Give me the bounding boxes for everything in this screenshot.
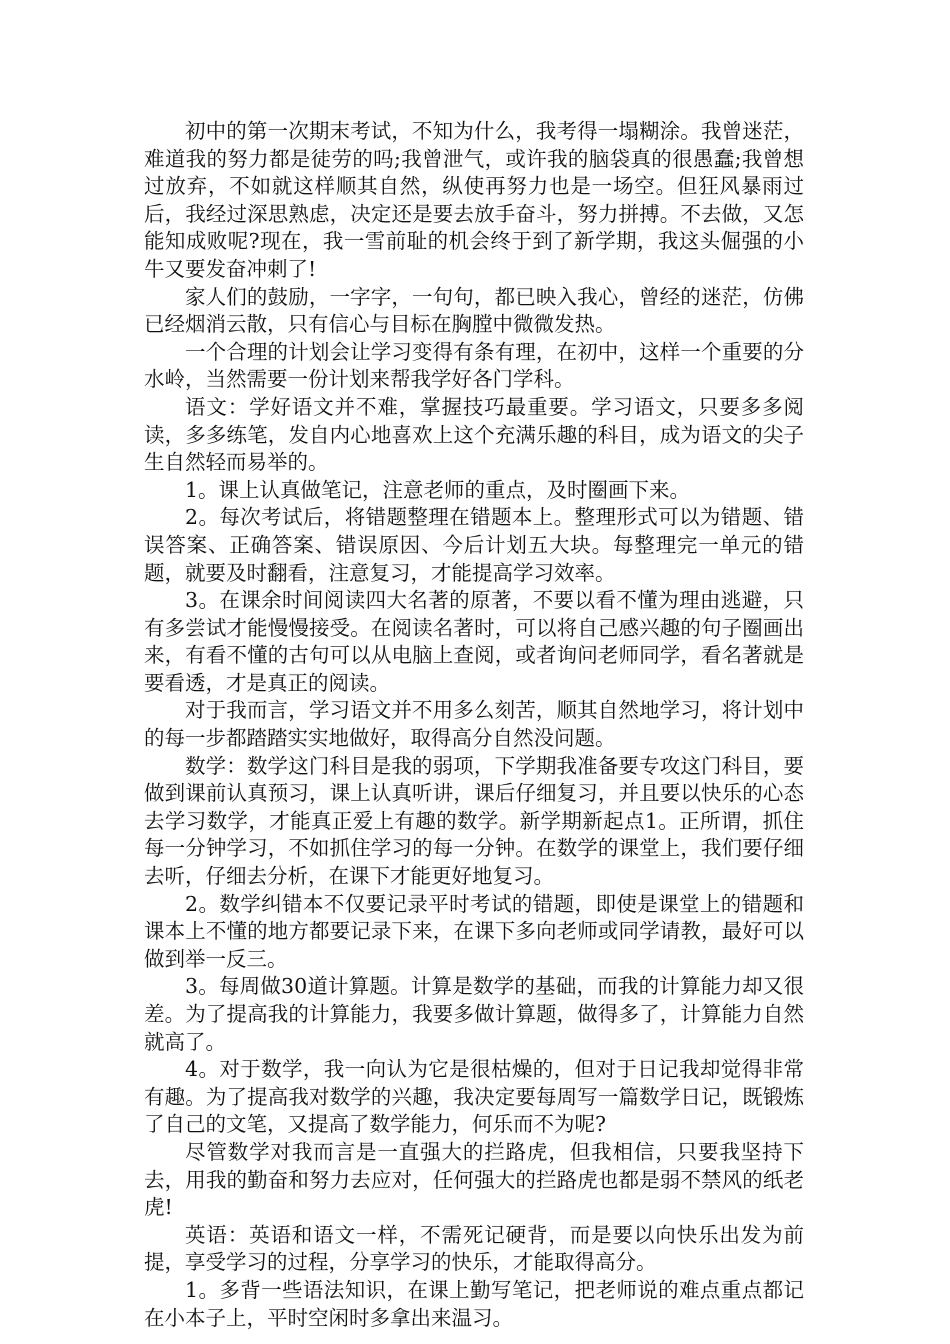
paragraph-intro: 初中的第一次期末考试，不知为什么，我考得一塌糊涂。我曾迷茫，难道我的努力都是徒劳的吗;我曾泄气，或许我的脑袋真的很愚蠢;我曾想过放弃，不如就这样顺其自然，纵使再努力也是一场空。但狂风暴雨过后，我经过深思熟虑，决定还是要去放手奋斗，努力拼搏。不去做，又怎能知成败呢?现在，我一雪前耻的机会终于到了新学期，我这头倔强的小牛又要发奋冲刺了!: [144, 119, 804, 281]
paragraph-math-item-2: 2。数学纠错本不仅要记录平时考试的错题，即使是课堂上的错题和课本上不懂的地方都要记录下来，在课下多向老师或同学请教，最好可以做到举一反三。: [144, 891, 804, 971]
paragraph-chinese-item-3: 3。在课余时间阅读四大名著的原著，不要以看不懂为理由逃避，只有多尝试才能慢慢接受。在阅读名著时，可以将自己感兴趣的句子圈画出来，有看不懂的古句可以从电脑上查阅，或者询问老师同学，看名著就是要看透，才是真正的阅读。: [144, 588, 804, 695]
paragraph-english-item-1: 1。多背一些语法知识，在课上勤写笔记，把老师说的难点重点都记在小本子上，平时空闲时多拿出来温习。: [144, 1277, 804, 1330]
paragraph-chinese-item-2: 2。每次考试后，将错题整理在错题本上。整理形式可以为错题、错误答案、正确答案、错误原因、今后计划五大块。每整理完一单元的错题，就要及时翻看，注意复习，才能提高学习效率。: [144, 505, 804, 585]
document-body: [144, 118, 804, 1332]
paragraph-chinese-item-1: 1。课上认真做笔记，注意老师的重点，及时圈画下来。: [185, 477, 691, 502]
paragraph-chinese-subject: 语文：学好语文并不难，掌握技巧最重要。学习语文，只要多多阅读，多多练笔，发自内心地喜欢上这个充满乐趣的科目，成为语文的尖子生自然轻而易举的。: [144, 394, 804, 475]
paragraph-math-item-3: 3。每周做30道计算题。计算是数学的基础，而我的计算能力却又很差。为了提高我的计算能力，我要多做计算题，做得多了，计算能力自然就高了。: [144, 974, 804, 1054]
paragraph-english-subject: 英语：英语和语文一样，不需死记硬背，而是要以向快乐出发为前提，享受学习的过程，分享学习的快乐，才能取得高分。: [144, 1222, 804, 1275]
paragraph-plan-intro: 一个合理的计划会让学习变得有条有理，在初中，这样一个重要的分水岭，当然需要一份计划来帮我学好各门学科。: [144, 339, 804, 392]
paragraph-math-summary: 尽管数学对我而言是一直强大的拦路虎，但我相信，只要我坚持下去，用我的勤奋和努力去应对，任何强大的拦路虎也都是弱不禁风的纸老虎!: [144, 1139, 804, 1220]
paragraph-family-encouragement: 家人们的鼓励，一字字，一句句，都已映入我心，曾经的迷茫，仿佛已经烟消云散，只有信心与目标在胸膛中微微发热。: [144, 284, 804, 337]
paragraph-chinese-summary: 对于我而言，学习语文并不用多么刻苦，顺其自然地学习，将计划中的每一步都踏踏实实地做好，取得高分自然没问题。: [144, 698, 804, 751]
paragraph-math-item-4: 4。对于数学，我一向认为它是很枯燥的，但对于日记我却觉得非常有趣。为了提高我对数学的兴趣，我决定要每周写一篇数学日记，既锻炼了自己的文笔，又提高了数学能力，何乐而不为呢?: [144, 1057, 804, 1137]
paragraph-math-subject: 数学：数学这门科目是我的弱项，下学期我准备要专攻这门科目，要做到课前认真预习，课上认真听讲，课后仔细复习，并且要以快乐的心态去学习数学，才能真正爱上有趣的数学。新学期新起点1。正所谓，抓住每一分钟学习，不如抓住学习的每一分钟。在数学的课堂上，我们要仔细去听，仔细去分析，在课下才能更好地复习。: [144, 753, 804, 889]
